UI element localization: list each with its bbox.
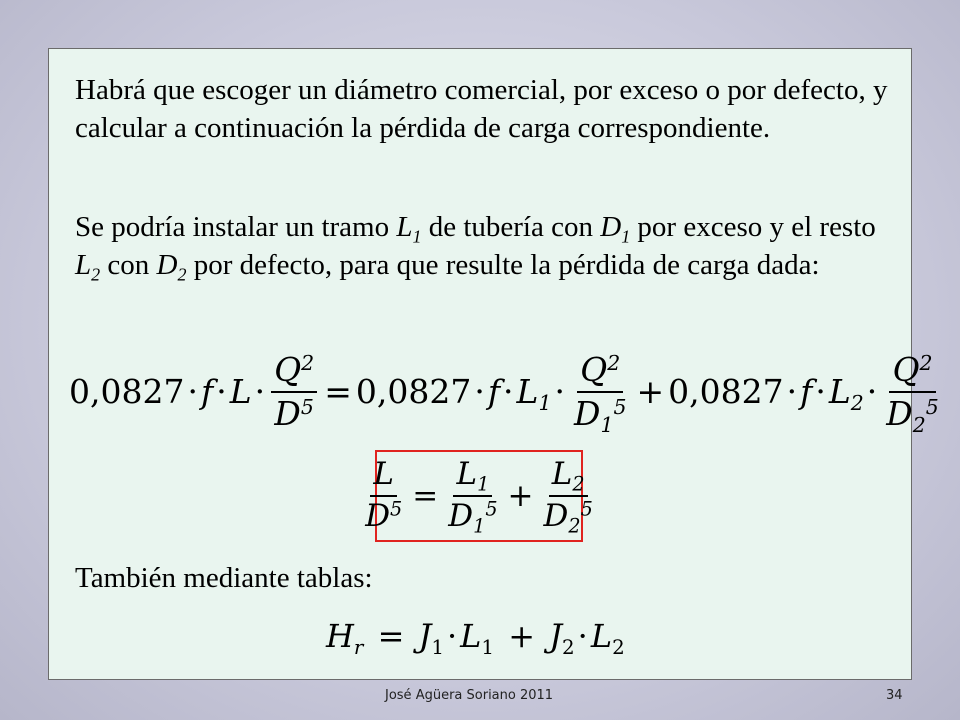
frac-l1-d1-5: $\frac{L_1}{D_1^5}$ [448,456,498,538]
equation-head-loss-split: 0,0827 · f · L · $\frac{Q^2}{D^5}$ = 0,0827 · f · $L_1$ · $\frac{Q^2}{D_1^5}$ + 0,0827 · f · $L_2$ · $\frac{Q^2}{D_2^5}$ [69,351,899,433]
frac-q2-d1-5: $\frac{Q^2}{D_1^5}$ [573,350,627,438]
paragraph-tables: También mediante tablas: [75,562,373,594]
p2-text-4: con [100,249,157,281]
p2-text-3: por exceso y el resto [630,211,876,243]
p2-var-L2: $L_2$ [75,249,101,285]
page-number: 34 [886,688,903,703]
footer-author: José Agüera Soriano 2011 [385,688,554,703]
content-panel [48,48,939,680]
p2-text-2: de tubería con [421,211,601,243]
frac-l-d5: $\frac{L}{D^5}$ [365,456,403,534]
paragraph-two-sections [75,208,905,284]
equation-head-loss-tables: $H_r = J_1\cdot L_1 + J_2\cdot L_2$ [326,617,625,659]
frac-q2-d2-5: $\frac{Q^2}{D_2^5}$ [886,350,939,438]
p2-var-D1: $D_1$ [600,211,631,247]
p2-text-5: por defecto, para que resulte la pérdida de carga dada: [186,249,820,281]
frac-l2-d2-5: $\frac{L_2}{D_2^5}$ [543,456,593,538]
p2-var-L1: $L_1$ [396,211,422,247]
p2-text-1: Se podría instalar un tramo [75,211,397,243]
p2-var-D2: $D_2$ [156,249,187,285]
frac-q2-d5: $\frac{Q^2}{D^5}$ [271,351,317,433]
paragraph-intro: Habrá que escoger un diámetro comercial, por exceso o por defecto, y calcular a continuación la pérdida de carga correspondiente. [75,74,888,144]
boxed-equation-length-ratio: $\frac{L}{D^5}$ = $\frac{L_1}{D_1^5}$ + $\frac{L_2}{D_2^5}$ [375,450,583,542]
